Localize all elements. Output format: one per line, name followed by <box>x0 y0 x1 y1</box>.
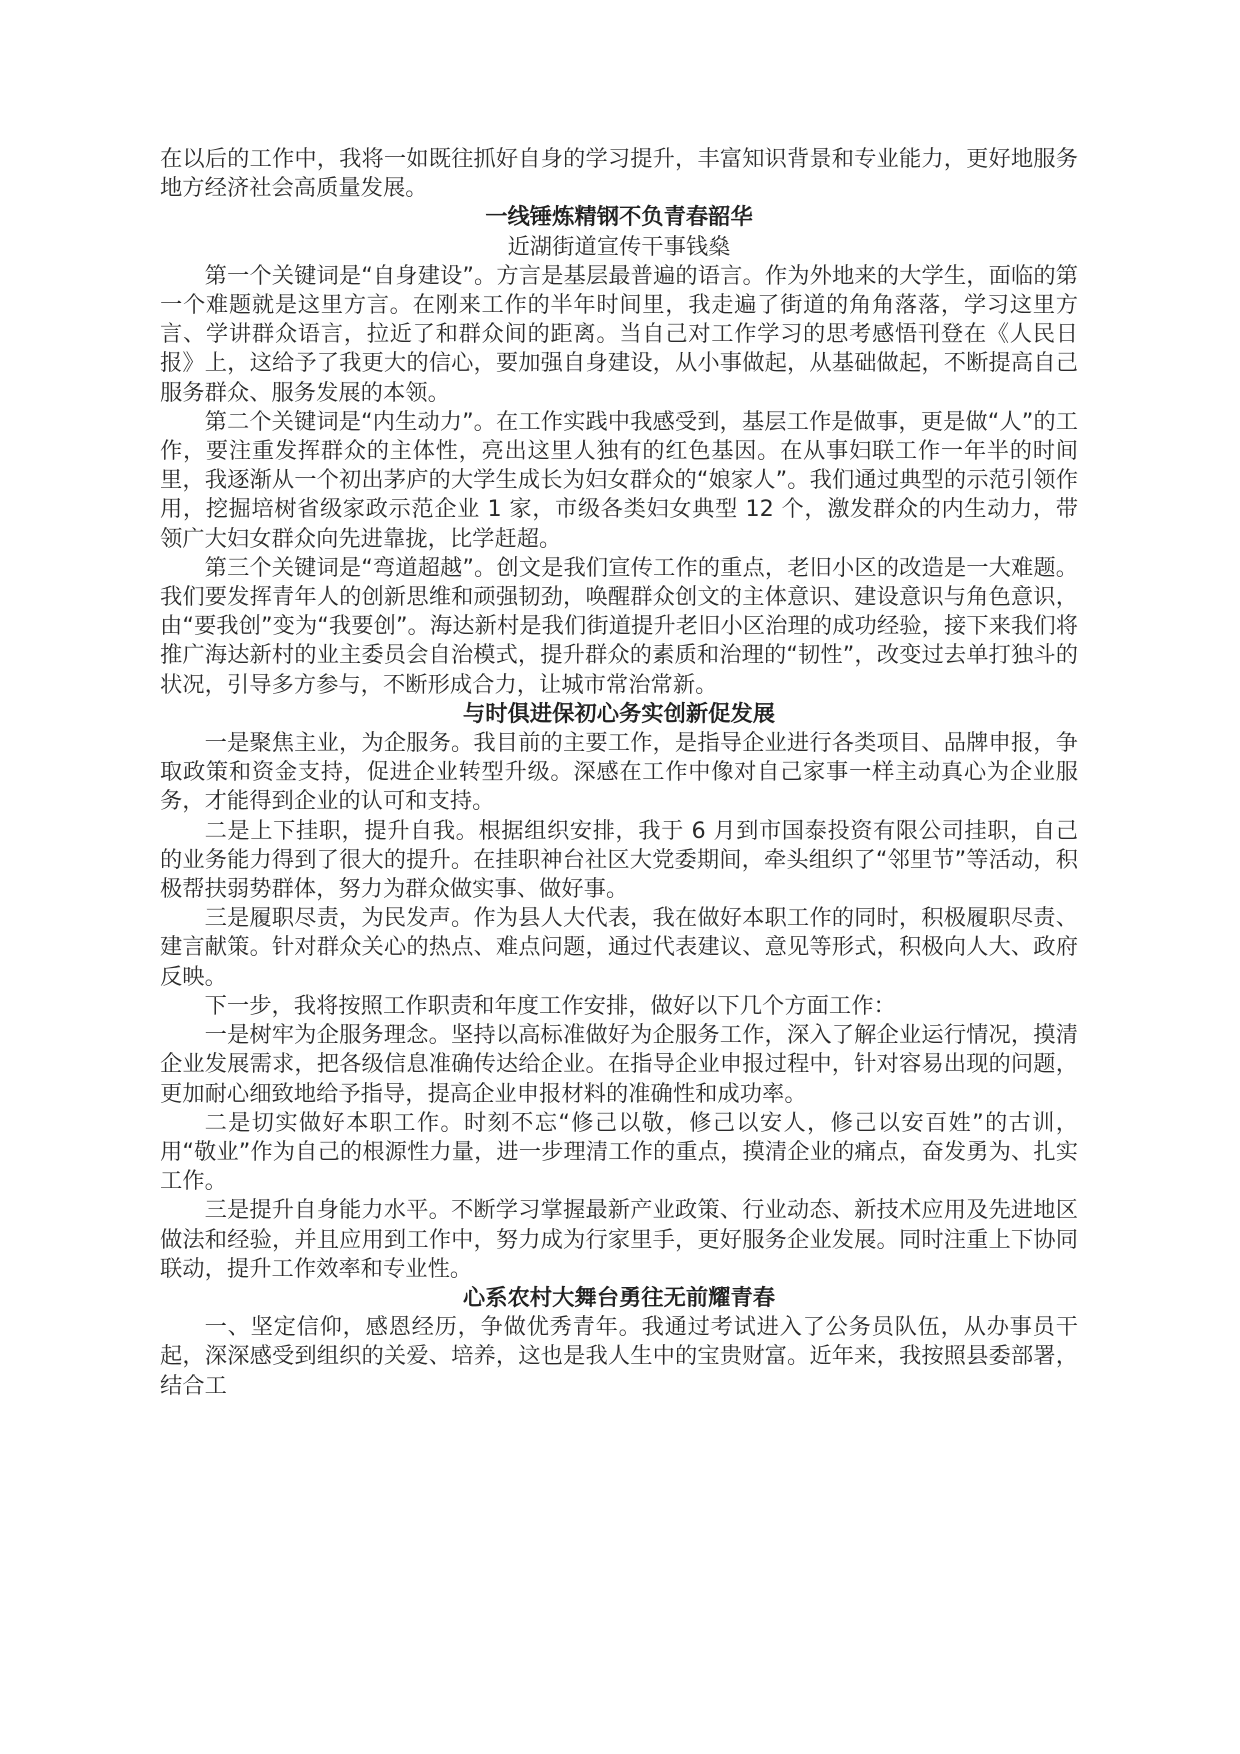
section-2-paragraph: 三是履职尽责，为民发声。作为县人大代表，我在做好本职工作的同时，积极履职尽责、建言献策。针对群众关心的热点、难点问题，通过代表建议、意见等形式，积极向人大、政府反映。 <box>160 905 1078 990</box>
section-2-paragraph: 下一步，我将按照工作职责和年度工作安排，做好以下几个方面工作： <box>204 992 896 1019</box>
section-2-paragraph: 一是聚焦主业，为企服务。我目前的主要工作，是指导企业进行各类项目、品牌申报，争取政策和资金支持，促进企业转型升级。深感在工作中像对自己家事一样主动真心为企业服务，才能得到企业的认可和支持。 <box>160 730 1078 815</box>
section-2-paragraph: 二是上下挂职，提升自我。根据组织安排，我于 6 月到市国泰投资有限公司挂职，自己的业务能力得到了很大的提升。在挂职神台社区大党委期间，牵头组织了“邻里节”等活动，积极帮扶弱势群体，努力为群众做实事、做好事。 <box>160 817 1078 903</box>
section-2-paragraph: 三是提升自身能力水平。不断学习掌握最新产业政策、行业动态、新技术应用及先进地区做法和经验，并且应用到工作中，努力成为行家里手，更好服务企业发展。同时注重上下协同联动，提升工作效率和专业性。 <box>160 1197 1078 1282</box>
document-body <box>160 145 1078 1401</box>
section-2-paragraph: 二是切实做好本职工作。时刻不忘“修己以敬，修己以安人，修己以安百姓”的古训，用“敬业”作为自己的根源性力量，进一步理清工作的重点，摸清企业的痛点，奋发勇为、扎实工作。 <box>160 1109 1078 1195</box>
section-2-paragraph: 一是树牢为企服务理念。坚持以高标准做好为企服务工作，深入了解企业运行情况，摸清企业发展需求，把各级信息准确传达给企业。在指导企业申报过程中，针对容易出现的问题，更加耐心细致地给予指导，提高企业申报材料的准确性和成功率。 <box>160 1022 1078 1107</box>
section-3-heading: 心系农村大舞台勇往无前耀青春 <box>462 1284 776 1311</box>
section-1-heading: 一线锤炼精钢不负青春韶华 <box>485 204 753 231</box>
section-1-byline: 近湖街道宣传干事钱燊 <box>507 233 731 260</box>
section-1-paragraph: 第二个关键词是“内生动力”。在工作实践中我感受到，基层工作是做事，更是做“人”的工作，要注重发挥群众的主体性，亮出这里人独有的红色基因。在从事妇联工作一年半的时间里，我逐渐从一个初出茅庐的大学生成长为妇女群众的“娘家人”。我们通过典型的示范引领作用，挖掘培树省级家政示范企业 1 家，市级各类妇女典型 12 个，激发群众的内生动力，带领广大妇女群众向先进靠拢，比学赶超。 <box>160 408 1078 552</box>
section-3-paragraph: 一、坚定信仰，感恩经历，争做优秀青年。我通过考试进入了公务员队伍，从办事员干起，深深感受到组织的关爱、培养，这也是我人生中的宝贵财富。近年来，我按照县委部署，结合工 <box>160 1314 1078 1399</box>
section-2-heading: 与时俱进保初心务实创新促发展 <box>462 700 776 727</box>
section-1-paragraph: 第三个关键词是“弯道超越”。创文是我们宣传工作的重点，老旧小区的改造是一大难题。我们要发挥青年人的创新思维和顽强韧劲，唤醒群众创文的主体意识、建设意识与角色意识，由“要我创”变为“我要创”。海达新村是我们街道提升老旧小区治理的成功经验，接下来我们将推广海达新村的业主委员会自治模式，提升群众的素质和治理的“韧性”，改变过去单打独斗的状况，引导多方参与，不断形成合力，让城市常治常新。 <box>160 554 1078 698</box>
section-1-paragraph: 第一个关键词是“自身建设”。方言是基层最普遍的语言。作为外地来的大学生，面临的第一个难题就是这里方言。在刚来工作的半年时间里，我走遍了街道的角角落落，学习这里方言、学讲群众语言，拉近了和群众间的距离。当自己对工作学习的思考感悟刊登在《人民日报》上，这给予了我更大的信心，要加强自身建设，从小事做起，从基础做起，不断提高自己服务群众、服务发展的本领。 <box>160 262 1078 406</box>
intro-paragraph: 在以后的工作中，我将一如既往抓好自身的学习提升，丰富知识背景和专业能力，更好地服务地方经济社会高质量发展。 <box>160 146 1078 202</box>
